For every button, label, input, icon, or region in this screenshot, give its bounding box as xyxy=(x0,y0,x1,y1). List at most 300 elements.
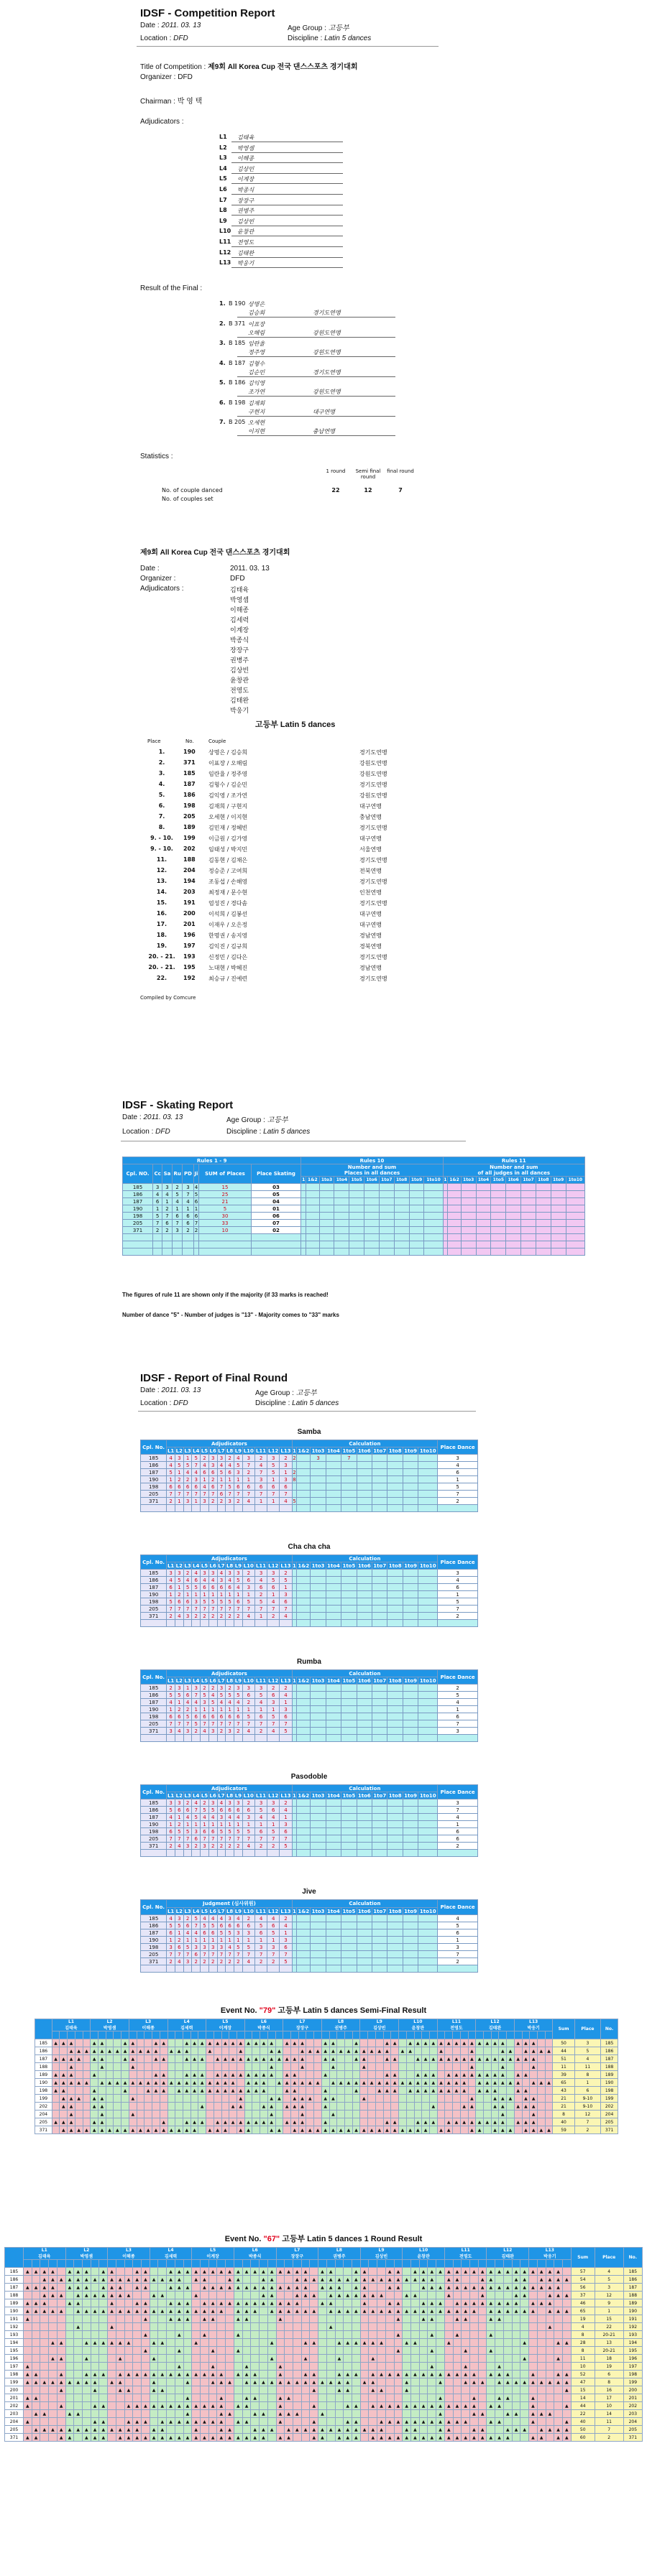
mark-cell: ▲ xyxy=(399,2126,407,2134)
calc-cell xyxy=(372,1685,387,1692)
mark: 1 xyxy=(242,1706,254,1713)
mark-cell xyxy=(83,2111,91,2118)
filler-cell xyxy=(311,1735,326,1742)
mark: 4 xyxy=(201,1577,209,1584)
underline xyxy=(231,194,343,195)
dance-sub-head xyxy=(285,2260,293,2268)
mark-cell: ▲ xyxy=(234,2371,242,2378)
calc-cell xyxy=(403,1937,418,1944)
calc-cell xyxy=(297,1843,311,1850)
mark-cell: ▲ xyxy=(436,2434,445,2442)
mark-cell xyxy=(49,2363,58,2371)
mark: 4 xyxy=(242,1958,254,1965)
mark-cell: ▲ xyxy=(520,2339,529,2347)
col-couple: Couple xyxy=(208,738,226,744)
mark-cell: ▲ xyxy=(201,2371,209,2378)
calc-cell xyxy=(292,1483,297,1491)
mark-cell xyxy=(529,2386,538,2394)
calc-cell xyxy=(297,1483,311,1491)
mark-cell xyxy=(369,2268,377,2276)
calc-col: 1to4 xyxy=(327,1792,340,1799)
calc-cell xyxy=(292,1720,297,1728)
calc-cell xyxy=(311,1598,326,1606)
row-place: 9-10 xyxy=(574,2103,600,2111)
mark-cell xyxy=(487,2323,495,2331)
mark-cell xyxy=(507,2039,515,2047)
dance-sub-head xyxy=(116,2260,124,2268)
dance-sub-head xyxy=(98,2031,106,2039)
mark-cell: ▲ xyxy=(321,2071,329,2079)
filler-cell xyxy=(319,1241,334,1248)
mark-cell: ▲ xyxy=(226,2299,234,2307)
calc-cell xyxy=(297,1915,311,1922)
mark-cell: ▲ xyxy=(514,2079,522,2087)
judge-head: L1 xyxy=(167,1562,175,1569)
mark-cell: ▲ xyxy=(175,2363,183,2371)
mark-cell xyxy=(49,2347,58,2355)
mark-cell: ▲ xyxy=(99,2292,108,2299)
mark-cell xyxy=(520,2315,529,2323)
dance-sub-head xyxy=(201,2260,209,2268)
mark-cell: ▲ xyxy=(68,2079,75,2087)
mark-cell: ▲ xyxy=(191,2055,198,2063)
calc-cell xyxy=(387,1728,403,1735)
calc-cell xyxy=(311,1958,326,1965)
mark-cell: ▲ xyxy=(175,2299,183,2307)
cpl-no: 186 xyxy=(141,1922,167,1929)
cpl-no: 186 xyxy=(5,2276,24,2284)
dance-sub-head xyxy=(352,2260,360,2268)
mark-cell xyxy=(175,2426,183,2434)
calc-cell xyxy=(387,1937,403,1944)
calc-cell xyxy=(418,1799,438,1807)
mark-cell xyxy=(512,2394,520,2402)
summary-no: 195 xyxy=(183,964,196,970)
mark-cell xyxy=(167,2363,175,2371)
mark-cell: ▲ xyxy=(453,2299,462,2307)
mark-cell xyxy=(82,2315,91,2323)
mark-cell: ▲ xyxy=(221,2055,229,2063)
mark-cell: ▲ xyxy=(491,2103,499,2111)
r10-cell xyxy=(364,1205,380,1213)
mark-cell: ▲ xyxy=(133,2418,142,2426)
summary-club: 경기도연맹 xyxy=(359,825,387,831)
adjudicator-name: 이계장 xyxy=(237,176,254,183)
r10-cell xyxy=(379,1191,394,1198)
mark-cell xyxy=(444,2394,453,2402)
mark-cell xyxy=(546,2339,554,2347)
calc-cell xyxy=(387,1455,403,1462)
mark: 3 xyxy=(175,1915,183,1922)
filler-cell xyxy=(394,1248,409,1256)
filler-cell xyxy=(306,1241,320,1248)
mark-cell: ▲ xyxy=(318,2410,327,2418)
mark-cell: ▲ xyxy=(283,2071,291,2079)
mark-cell: ▲ xyxy=(234,2331,242,2339)
mark-cell: ▲ xyxy=(242,2363,251,2371)
mark-cell xyxy=(183,2111,191,2118)
calc-cell xyxy=(387,1843,403,1850)
mark-cell: ▲ xyxy=(293,2378,301,2386)
mark-cell xyxy=(436,2339,445,2347)
dance-sub-head xyxy=(529,2260,538,2268)
mark-cell xyxy=(150,2284,158,2292)
mark-cell xyxy=(40,2315,49,2323)
dance-sub-head xyxy=(360,2031,368,2039)
mark: 5 xyxy=(242,1944,254,1951)
mark-cell xyxy=(360,2331,369,2339)
dance-sub-head xyxy=(32,2260,40,2268)
mark-cell: ▲ xyxy=(267,2276,276,2284)
r11-cell xyxy=(521,1198,536,1205)
mark-cell xyxy=(487,2339,495,2347)
mark-cell: ▲ xyxy=(142,2371,150,2378)
mark-cell: ▲ xyxy=(242,2307,251,2315)
mark: 4 xyxy=(175,1613,183,1620)
mark-cell: ▲ xyxy=(321,2103,329,2111)
mark-cell xyxy=(49,2410,58,2418)
mark: 2 xyxy=(242,1469,254,1476)
mark-cell: ▲ xyxy=(301,2378,310,2386)
mark-cell: ▲ xyxy=(546,2276,554,2284)
calc-cell xyxy=(326,1821,341,1828)
mark-cell xyxy=(57,2410,65,2418)
mark-cell: ▲ xyxy=(60,2095,68,2103)
compiled-by: Compiled by Comcure xyxy=(140,995,196,1001)
mark-cell: ▲ xyxy=(32,2434,40,2442)
mark-cell xyxy=(368,2118,376,2126)
mark: 1 xyxy=(201,1476,209,1483)
mark: 5 xyxy=(234,1577,243,1584)
mark-cell xyxy=(114,2103,121,2111)
calc-cell xyxy=(387,1598,403,1606)
mark-cell xyxy=(91,2355,99,2363)
mark-cell xyxy=(242,2323,251,2331)
calc-cell xyxy=(341,1685,357,1692)
calc-head: Calculation xyxy=(292,1555,438,1562)
mark-cell xyxy=(57,2323,65,2331)
calc-cell xyxy=(403,1828,418,1835)
mark-cell: ▲ xyxy=(32,2426,40,2434)
mark: 1 xyxy=(167,1476,175,1483)
mark-cell: ▲ xyxy=(285,2378,293,2386)
mark-cell: ▲ xyxy=(520,2284,529,2292)
mark-cell xyxy=(133,2355,142,2363)
mark-cell: ▲ xyxy=(512,2426,520,2434)
mark-cell xyxy=(306,2103,314,2111)
mark: 3 xyxy=(183,1843,192,1850)
calc-cell xyxy=(357,1821,372,1828)
mark-cell: ▲ xyxy=(453,2071,461,2079)
mark-cell xyxy=(226,2355,234,2363)
mark-cell xyxy=(244,2111,252,2118)
mark: 4 xyxy=(234,1584,243,1591)
calc-cell xyxy=(387,1591,403,1598)
mark-cell: ▲ xyxy=(369,2426,377,2434)
judge-head: L4 xyxy=(193,1677,200,1684)
calc-cell xyxy=(418,1944,438,1951)
judge-head: L4 김세력 xyxy=(168,2019,206,2031)
calc-cell xyxy=(311,1807,326,1814)
mark-cell xyxy=(352,2111,360,2118)
filler-cell xyxy=(476,1248,491,1256)
filler-cell xyxy=(242,1505,254,1512)
r11-cell xyxy=(521,1213,536,1220)
mark-cell: ▲ xyxy=(530,2047,538,2055)
dance-sub-head xyxy=(106,2031,114,2039)
mark-cell xyxy=(75,2071,83,2079)
mark-cell xyxy=(310,2363,318,2371)
mark: 4 xyxy=(167,1462,175,1469)
mark: 3 xyxy=(242,1929,254,1937)
mark-cell: ▲ xyxy=(291,2095,299,2103)
mark-cell xyxy=(124,2378,133,2386)
cpl-no: 202 xyxy=(35,2103,52,2111)
mark-cell xyxy=(133,2363,142,2371)
calc-cell xyxy=(387,1498,403,1505)
mark-cell xyxy=(267,2386,276,2394)
mark-cell xyxy=(150,2410,158,2418)
mark-cell: ▲ xyxy=(562,2386,571,2394)
mark-cell: ▲ xyxy=(298,2055,306,2063)
mark-cell xyxy=(422,2047,430,2055)
mark-cell xyxy=(192,2347,201,2355)
mark: 1 xyxy=(226,1937,234,1944)
mark-cell: ▲ xyxy=(82,2339,91,2347)
calc-cell xyxy=(297,1613,311,1620)
calc-col: 1&2 xyxy=(298,1447,310,1454)
calc-head: Calculation xyxy=(292,1900,438,1908)
mark-cell: ▲ xyxy=(133,2299,142,2307)
round1-table xyxy=(4,2247,643,2442)
mark-cell: ▲ xyxy=(114,2079,121,2087)
filler-cell xyxy=(297,1505,311,1512)
calc-cell xyxy=(341,1606,357,1613)
comp-title: IDSF - Competition Report xyxy=(140,7,275,19)
judge-head: L4 xyxy=(193,1562,200,1569)
mark-cell xyxy=(201,2347,209,2355)
mark-cell xyxy=(554,2418,563,2426)
mark-cell xyxy=(108,2418,116,2426)
mark-cell: ▲ xyxy=(538,2126,546,2134)
calc-cell xyxy=(292,1799,297,1807)
mark-cell: ▲ xyxy=(503,2284,512,2292)
r10-cell xyxy=(301,1184,306,1191)
mark-cell: ▲ xyxy=(360,2299,369,2307)
semi-title: Event No. "79" 고등부 Latin 5 dances Semi-Final Result xyxy=(220,2006,427,2015)
final-club: 강원도연맹 xyxy=(313,349,341,356)
mark-cell: ▲ xyxy=(321,2055,329,2063)
mark-cell xyxy=(108,2315,116,2323)
mark: 3 xyxy=(192,1944,201,1951)
mark-cell xyxy=(99,2355,108,2363)
mark-cell: ▲ xyxy=(99,2284,108,2292)
mark-cell xyxy=(91,2315,99,2323)
mark-cell: ▲ xyxy=(326,2299,335,2307)
mark-cell xyxy=(129,2087,137,2095)
mark-cell xyxy=(183,2292,192,2299)
mark-cell: ▲ xyxy=(329,2047,337,2055)
mark-cell: ▲ xyxy=(60,2118,68,2126)
mark-cell xyxy=(167,2394,175,2402)
mark-cell: ▲ xyxy=(251,2268,260,2276)
dance-sub-head xyxy=(478,2260,487,2268)
mark: 5 xyxy=(267,1713,280,1720)
skating-place: 6 xyxy=(183,1213,193,1220)
mark: 7 xyxy=(175,1491,183,1498)
dance-sub-head xyxy=(520,2260,529,2268)
fr-discipline: Discipline : Latin 5 dances xyxy=(255,1399,339,1407)
mark-cell xyxy=(453,2047,461,2055)
mark-cell xyxy=(554,2331,563,2339)
mark-cell xyxy=(68,2087,75,2095)
mark-cell xyxy=(229,2047,237,2055)
mark-cell: ▲ xyxy=(52,2079,60,2087)
mark: 6 xyxy=(280,1713,292,1720)
mark-cell xyxy=(40,2355,49,2363)
mark-cell xyxy=(546,2315,554,2323)
summary-no: 188 xyxy=(183,856,196,863)
mark: 4 xyxy=(201,1462,209,1469)
mark: 2 xyxy=(201,1685,209,1692)
mark: 6 xyxy=(217,1807,226,1814)
mark-cell: ▲ xyxy=(221,2079,229,2087)
calc-col-head: 1to7 xyxy=(521,1177,536,1184)
calc-cell xyxy=(418,1598,438,1606)
mark: 5 xyxy=(280,1728,292,1735)
r10-cell xyxy=(364,1213,380,1220)
calc-cell xyxy=(403,1469,418,1476)
filler-cell xyxy=(311,1620,326,1627)
summary-adjudicator: 장장구 xyxy=(230,647,249,654)
mark-cell xyxy=(537,2402,546,2410)
mark-cell: ▲ xyxy=(75,2095,83,2103)
mark-cell xyxy=(124,2355,133,2363)
mark-cell: ▲ xyxy=(251,2410,260,2418)
mark-cell xyxy=(168,2118,175,2126)
mark: 2 xyxy=(201,1799,209,1807)
cpl-no: 203 xyxy=(5,2410,24,2418)
r11-cell xyxy=(491,1227,506,1234)
dance-sub-head xyxy=(499,2031,507,2039)
mark-cell: ▲ xyxy=(208,2402,217,2410)
mark-cell: ▲ xyxy=(244,2055,252,2063)
place-head: Place Dance xyxy=(438,1785,478,1799)
calc-cell xyxy=(341,1491,357,1498)
r10-cell xyxy=(301,1198,306,1205)
final-club: 대구연맹 xyxy=(313,408,335,415)
mark: 7 xyxy=(175,1835,183,1843)
mark-cell: ▲ xyxy=(82,2284,91,2292)
mark-cell xyxy=(391,2095,399,2103)
mark-cell: ▲ xyxy=(221,2071,229,2079)
mark-cell: ▲ xyxy=(251,2426,260,2434)
mark: 2 xyxy=(242,1915,254,1922)
mark-cell xyxy=(32,2315,40,2323)
filler-cell xyxy=(141,1505,167,1512)
calc-cell xyxy=(418,1483,438,1491)
cpl-no: 371 xyxy=(5,2434,24,2442)
calc-cell xyxy=(326,1713,341,1720)
mark-cell: ▲ xyxy=(183,2307,192,2315)
dance-sub-head xyxy=(60,2031,68,2039)
calc-cell xyxy=(418,1584,438,1591)
mark-cell: ▲ xyxy=(152,2055,160,2063)
mark-cell: ▲ xyxy=(470,2371,479,2378)
calc-col-head: 1to3 xyxy=(319,1177,334,1184)
calc-cell xyxy=(403,1577,418,1584)
r11-cell xyxy=(566,1184,584,1191)
mark-cell: ▲ xyxy=(462,2363,470,2371)
mark-cell xyxy=(453,2378,462,2386)
r11-cell xyxy=(506,1220,521,1227)
mark-cell: ▲ xyxy=(360,2126,368,2134)
mark-cell xyxy=(385,2339,394,2347)
calc-cell xyxy=(372,1713,387,1720)
cpl-no: 188 xyxy=(5,2292,24,2299)
mark-cell: ▲ xyxy=(160,2055,168,2063)
mark-cell: ▲ xyxy=(23,2378,32,2386)
fr-age: Age Group : 고등부 xyxy=(255,1389,317,1397)
filler-cell xyxy=(364,1241,380,1248)
mark-cell xyxy=(375,2055,383,2063)
summary-club: 대구연맹 xyxy=(359,835,382,842)
skating-col-head: Ji xyxy=(193,1164,199,1184)
mark-cell: ▲ xyxy=(554,2339,563,2347)
mark: 1 xyxy=(192,1498,201,1505)
mark: 3 xyxy=(201,1699,209,1706)
mark-cell xyxy=(108,2434,116,2442)
mark-cell: ▲ xyxy=(242,2315,251,2323)
mark-cell: ▲ xyxy=(98,2047,106,2055)
mark-cell: ▲ xyxy=(545,2047,553,2055)
filler-cell xyxy=(566,1234,584,1241)
mark-cell xyxy=(399,2087,407,2095)
mark: 4 xyxy=(201,1814,209,1821)
skating-place: 1 xyxy=(172,1205,183,1213)
mark-cell xyxy=(32,2276,40,2284)
mark-cell: ▲ xyxy=(352,2371,360,2378)
mark-cell xyxy=(326,2331,335,2339)
mark-cell: ▲ xyxy=(468,2071,476,2079)
mark-cell xyxy=(436,2315,445,2323)
cpl-no: 198 xyxy=(141,1944,167,1951)
mark-cell xyxy=(514,2095,522,2103)
skating-final: 01 xyxy=(251,1205,301,1213)
mark-cell: ▲ xyxy=(394,2299,403,2307)
mark-cell: ▲ xyxy=(352,2284,360,2292)
mark: 4 xyxy=(167,1915,175,1922)
skating-place: 1 xyxy=(183,1205,193,1213)
calc-cell xyxy=(341,1483,357,1491)
mark-cell: ▲ xyxy=(377,2307,386,2315)
mark-cell: ▲ xyxy=(310,2402,318,2410)
filler-cell xyxy=(379,1234,394,1241)
mark-cell xyxy=(360,2118,368,2126)
row-place: 10 xyxy=(595,2402,623,2410)
mark-cell: ▲ xyxy=(217,2371,226,2378)
mark-cell: ▲ xyxy=(237,2103,244,2111)
mark: 3 xyxy=(280,1476,292,1483)
mark-cell: ▲ xyxy=(530,2055,538,2063)
mark-cell: ▲ xyxy=(108,2339,116,2347)
mark-cell xyxy=(369,2418,377,2426)
row-sum: 50 xyxy=(553,2039,574,2047)
mark-cell: ▲ xyxy=(495,2434,504,2442)
mark-cell: ▲ xyxy=(167,2371,175,2378)
mark-cell: ▲ xyxy=(470,2394,479,2402)
mark-cell xyxy=(175,2355,183,2363)
